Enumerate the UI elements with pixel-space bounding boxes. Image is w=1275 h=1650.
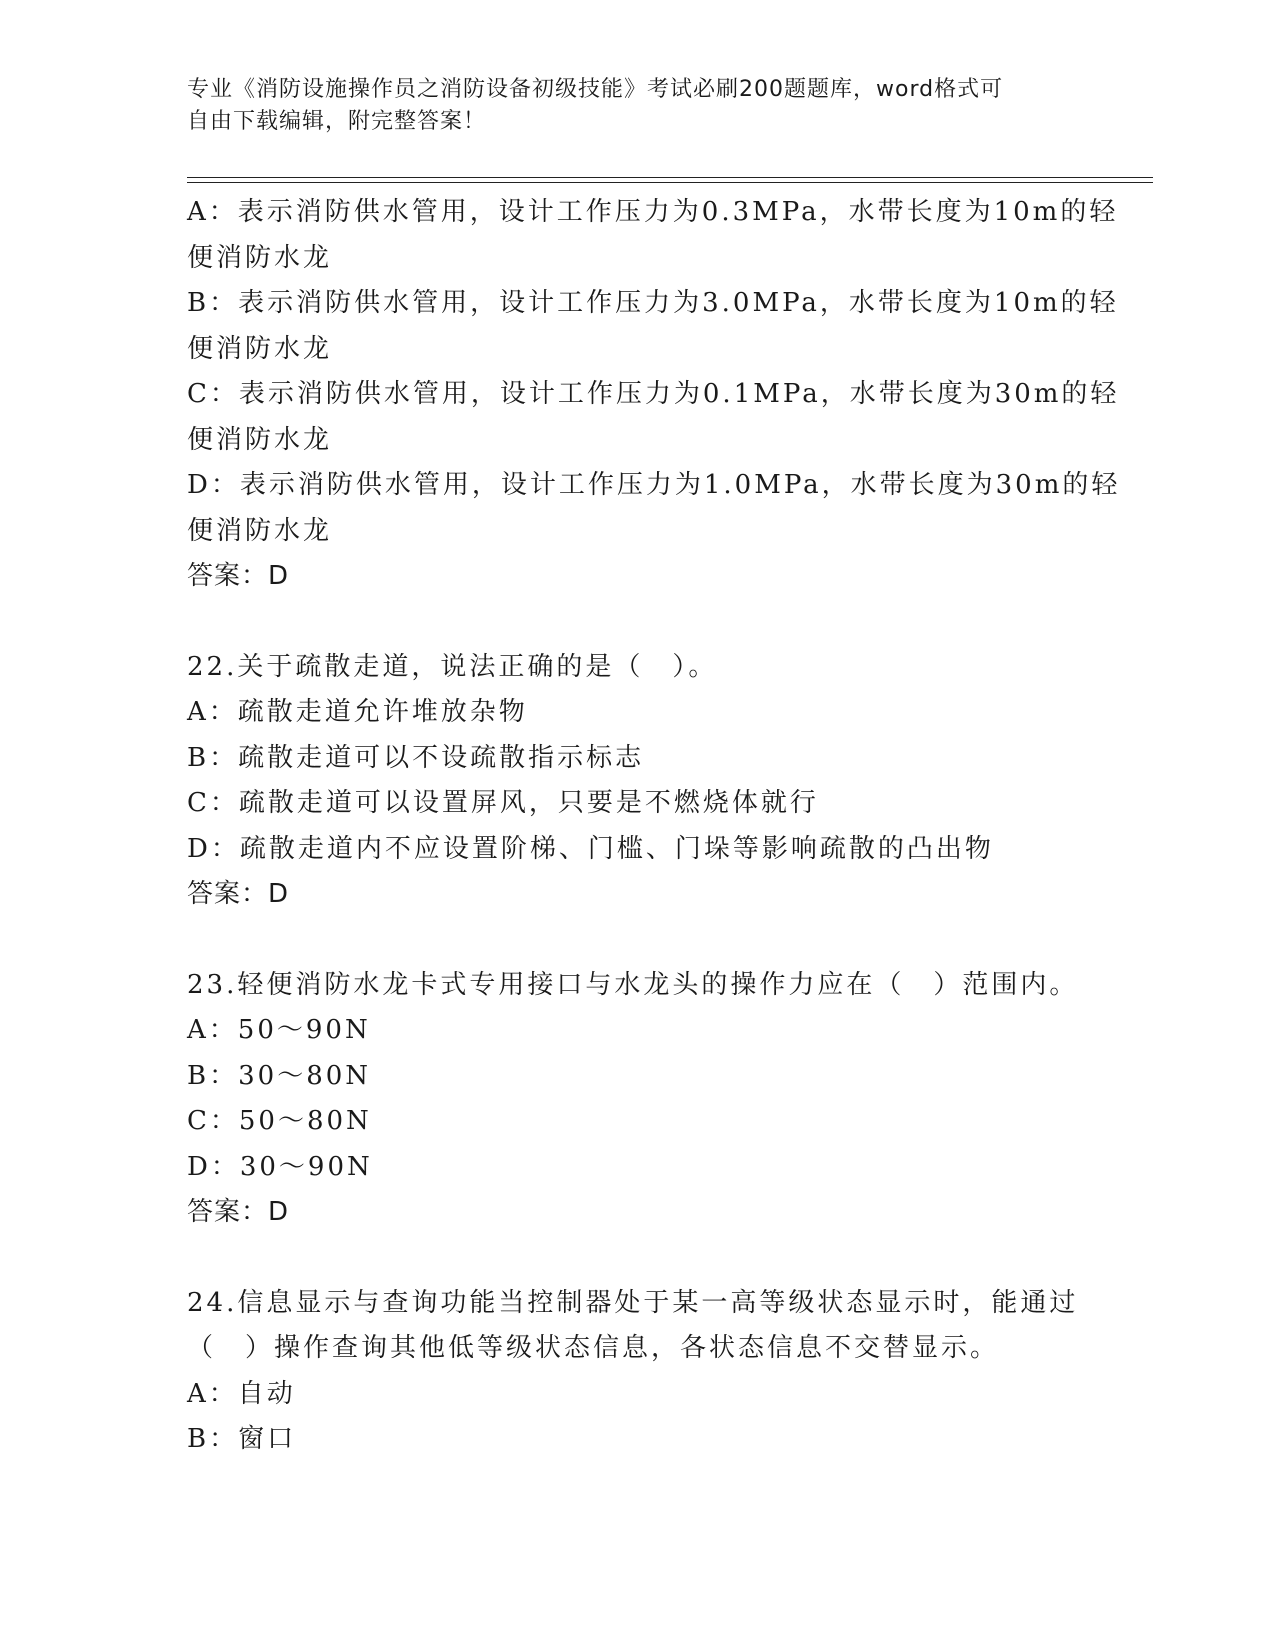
q22-answer: 答案：D	[187, 879, 290, 909]
spacer	[187, 918, 1087, 963]
q23-question: 23.轻便消防水龙卡式专用接口与水龙头的操作力应在（ ）范围内。	[187, 969, 1079, 1000]
q23-answer: 答案：D	[187, 1197, 290, 1227]
q22-option-b: B：疏散走道可以不设疏散指示标志	[187, 742, 645, 773]
spacer	[187, 1236, 1087, 1281]
q24-question-line2: （ ）操作查询其他低等级状态信息，各状态信息不交替显示。	[187, 1333, 1000, 1363]
q23-option-b: B：30～80N	[187, 1060, 372, 1091]
spacer	[187, 600, 1087, 645]
q24-question-line1: 24.信息显示与查询功能当控制器处于某一高等级状态显示时，能通过	[187, 1287, 1079, 1318]
q21-option-b-line1: B：表示消防供水管用，设计工作压力为3.0MPa，水带长度为10m的轻	[187, 288, 1119, 318]
q24-option-a: A：自动	[187, 1378, 296, 1409]
q21-answer: 答案：D	[187, 561, 290, 591]
q22-question: 22.关于疏散走道，说法正确的是（ ）。	[187, 651, 718, 682]
q21-option-d-line1: D：表示消防供水管用，设计工作压力为1.0MPa，水带长度为30m的轻	[187, 470, 1121, 500]
q22-option-a: A：疏散走道允许堆放杂物	[187, 697, 528, 727]
q21-option-b-line2: 便消防水龙	[187, 333, 333, 364]
q23-option-a: A：50～90N	[187, 1015, 371, 1045]
q21-option-a-line2: 便消防水龙	[187, 242, 333, 273]
header-line-1: 专业《消防设施操作员之消防设备初级技能》考试必刷200题题库，word格式可	[187, 77, 1004, 102]
q24-option-b: B：窗口	[187, 1424, 297, 1454]
q22-option-c: C：疏散走道可以设置屏风，只要是不燃烧体就行	[187, 788, 819, 818]
q23-option-c: C：50～80N	[187, 1106, 372, 1136]
header-line-2: 自由下载编辑，附完整答案！	[187, 109, 487, 134]
q23-option-d: D：30～90N	[187, 1151, 373, 1182]
q21-option-a-line1: A：表示消防供水管用，设计工作压力为0.3MPa，水带长度为10m的轻	[187, 197, 1119, 227]
header-rule-bottom	[187, 182, 1153, 183]
question-content	[187, 190, 1121, 1463]
q21-option-d-line2: 便消防水龙	[187, 515, 333, 546]
header-rule-top	[187, 177, 1153, 178]
document-header	[187, 74, 1067, 138]
q22-option-d: D：疏散走道内不应设置阶梯、门槛、门垛等影响疏散的凸出物	[187, 833, 994, 864]
q21-option-c-line2: 便消防水龙	[187, 424, 333, 455]
q21-option-c-line1: C：表示消防供水管用，设计工作压力为0.1MPa，水带长度为30m的轻	[187, 379, 1120, 409]
